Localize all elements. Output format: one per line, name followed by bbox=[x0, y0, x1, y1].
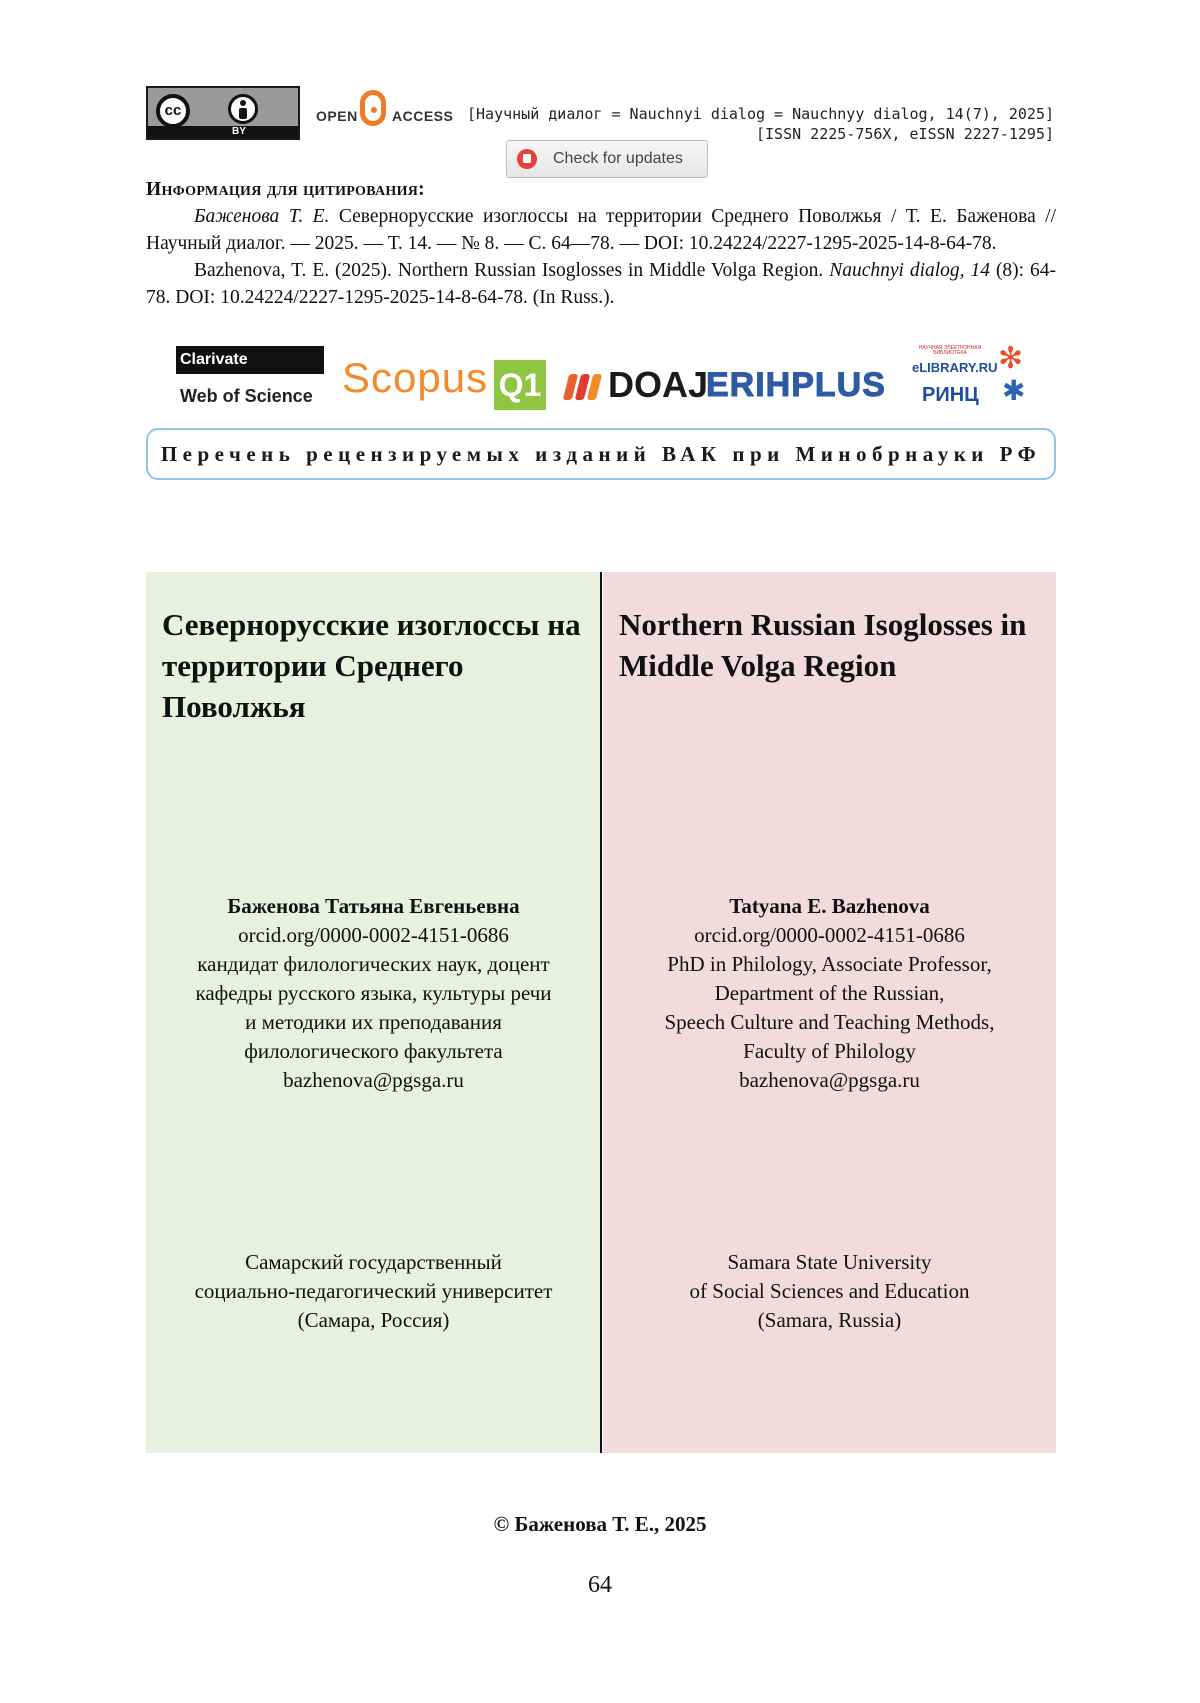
elibrary-caption: НАУЧНАЯ ЭЛЕКТРОННАЯ БИБЛИОТЕКА bbox=[918, 345, 982, 356]
rinc-figure-icon: ✱ bbox=[1002, 375, 1026, 406]
org-line: Самарский государственный bbox=[245, 1250, 502, 1274]
license-strip bbox=[148, 126, 298, 138]
check-for-updates-button[interactable] bbox=[506, 140, 708, 178]
author-affiliation-line: и методики их преподавания bbox=[245, 1010, 502, 1034]
cc-by-license-badge[interactable] bbox=[146, 86, 300, 140]
citation-en bbox=[146, 257, 1056, 311]
organization-en bbox=[603, 1248, 1056, 1335]
orcid-link[interactable]: orcid.org/0000-0002-4151-0686 bbox=[238, 923, 509, 947]
access-label: ACCESS bbox=[392, 108, 454, 124]
issn-line: [ISSN 2225-756X, eISSN 2227-1295] bbox=[755, 125, 1054, 143]
citation-heading: Информация для цитирования: bbox=[146, 179, 425, 200]
author-affiliation-line: кандидат филологических наук, доцент bbox=[197, 952, 550, 976]
citation-block bbox=[146, 176, 1056, 311]
org-line: Samara State University bbox=[727, 1250, 932, 1274]
citation-en-doi: (8): 64-78. DOI: 10.24224/2227-1295-2025-14-8-64-78. (In Russ.). bbox=[146, 260, 1057, 308]
email-link[interactable]: bazhenova@pgsga.ru bbox=[739, 1068, 920, 1092]
elibrary-star-icon: ✻ bbox=[998, 342, 1024, 375]
doaj-logo[interactable]: DOAJ bbox=[608, 364, 709, 405]
scopus-logo[interactable]: Scopus bbox=[342, 354, 489, 401]
copyright-notice: © Баженова Т. Е., 2025 bbox=[493, 1512, 707, 1536]
citation-ru-text: Северноруcские изоглоссы на территории Среднего Поволжья / Т. Е. Баженова // Научный диалог. — 2025. — Т. 14. — № 8. — С. 64—78. — DOI: 10.24224/2227-1295-2025-14-8-64-78. bbox=[146, 206, 1057, 254]
page-number: 64 bbox=[588, 1572, 612, 1598]
org-line: (Samara, Russia) bbox=[757, 1308, 902, 1332]
email-link[interactable]: bazhenova@pgsga.ru bbox=[283, 1068, 464, 1092]
orcid-link[interactable]: orcid.org/0000-0002-4151-0686 bbox=[694, 923, 965, 947]
panel-english bbox=[603, 572, 1056, 1453]
open-access-logo[interactable] bbox=[316, 86, 456, 138]
open-lock-icon bbox=[360, 90, 386, 126]
elibrary-logo[interactable]: eLIBRARY.RU bbox=[912, 360, 998, 375]
organization-ru bbox=[146, 1248, 601, 1335]
author-affiliation-line: PhD in Philology, Associate Professor, bbox=[667, 952, 992, 976]
author-affiliation-line: Speech Culture and Teaching Methods, bbox=[664, 1010, 995, 1034]
journal-reference bbox=[454, 104, 1054, 144]
rinc-logo[interactable]: РИНЦ bbox=[922, 384, 979, 406]
author-affiliation-line: филологического факультета bbox=[244, 1039, 503, 1063]
journal-ref-line: [Научный диалог = Nauchnyi dialog = Nauchnyy dialog, 14(7), 2025] bbox=[467, 105, 1054, 123]
org-line: of Social Sciences and Education bbox=[689, 1279, 970, 1303]
attribution-person-icon bbox=[228, 94, 258, 124]
author-info-ru bbox=[146, 892, 601, 1095]
citation-en-journal: Nauchnyi dialog, 14 bbox=[829, 260, 990, 281]
open-label: OPEN bbox=[316, 108, 358, 124]
panel-russian bbox=[146, 572, 601, 1453]
org-line: социально-педагогический университет bbox=[194, 1279, 553, 1303]
q1-badge: Q1 bbox=[494, 360, 546, 410]
vak-list-banner: Перечень рецензируемых изданий ВАК при Минобрнауки РФ bbox=[146, 428, 1056, 480]
by-label: BY bbox=[232, 126, 246, 137]
panel-divider bbox=[600, 572, 602, 1453]
web-of-science-logo[interactable]: Web of Science bbox=[180, 386, 313, 406]
crossmark-icon bbox=[517, 149, 537, 169]
citation-ru bbox=[146, 203, 1056, 257]
citation-ru-author: Баженова Т. Е. bbox=[194, 206, 330, 227]
author-info-en bbox=[603, 892, 1056, 1095]
indexing-logos bbox=[146, 344, 1056, 422]
article-title-ru: Северноруcские изоглоссы на территории Среднего Поволжья bbox=[162, 607, 581, 724]
author-affiliation-line: кафедры русского языка, культуры речи bbox=[195, 981, 552, 1005]
author-affiliation-line: Faculty of Philology bbox=[743, 1039, 916, 1063]
clarivate-logo[interactable]: Clarivate bbox=[176, 346, 324, 374]
doaj-mark-icon bbox=[566, 374, 602, 400]
cc-icon: cc bbox=[156, 94, 190, 128]
author-name-ru: Баженова Татьяна Евгеньевна bbox=[227, 894, 520, 918]
author-affiliation-line: Department of the Russian, bbox=[714, 981, 945, 1005]
article-title-en: Northern Russian Isoglosses in Middle Volga Region bbox=[619, 607, 1027, 683]
erihplus-logo[interactable]: ERIHPLUS bbox=[706, 366, 886, 404]
citation-en-text: Bazhenova, T. E. (2025). Northern Russian Isoglosses in Middle Volga Region. bbox=[194, 260, 824, 281]
org-line: (Самара, Россия) bbox=[297, 1308, 450, 1332]
check-updates-label: Check for updates bbox=[553, 150, 683, 167]
author-name-en: Tatyana E. Bazhenova bbox=[729, 894, 930, 918]
